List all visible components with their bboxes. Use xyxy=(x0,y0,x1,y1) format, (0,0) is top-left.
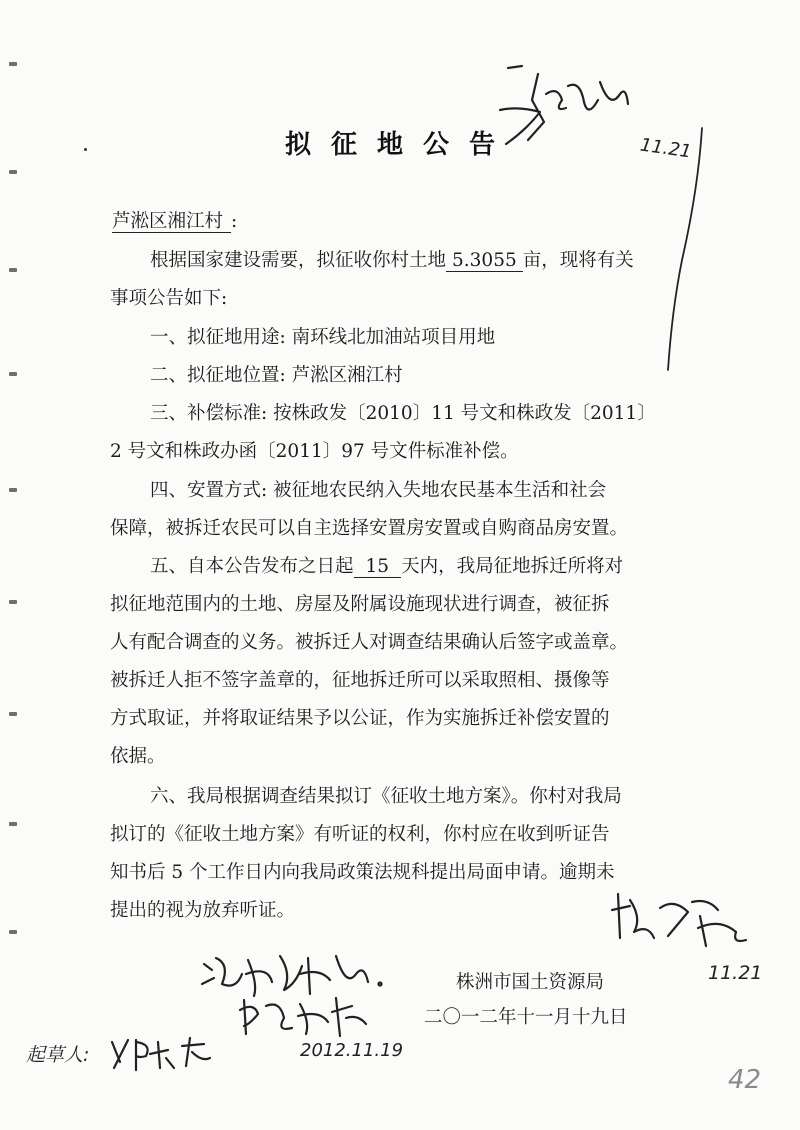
issue-date: 二〇一二年十一月十九日 xyxy=(424,1007,628,1028)
item-2: 二、拟征地位置: 芦淞区湘江村 xyxy=(150,365,403,386)
item-5-line-3: 人有配合调查的义务。被拆迁人对调查结果确认后签字或盖章。 xyxy=(110,632,629,653)
addressee-line xyxy=(112,212,237,232)
binding-mark xyxy=(9,930,17,934)
item-5-line-5: 方式取证，并将取证结果予以公证，作为实施拆迁补偿安置的 xyxy=(110,708,610,729)
item-1: 一、拟征地用途: 南环线北加油站项目用地 xyxy=(150,327,496,348)
handwritten-date-bottom: 2012.11.19 xyxy=(300,1040,404,1061)
binding-mark xyxy=(9,62,17,66)
item-3-line-2: 2 号文和株政办函〔2011〕97 号文件标准补偿。 xyxy=(110,441,519,462)
notice-title: 拟征地公告 xyxy=(284,130,515,160)
stray-mark xyxy=(84,148,87,151)
binding-mark xyxy=(9,600,17,604)
item-5-line-4: 被拆迁人拒不签字盖章的，征地拆迁所可以采取照相、摄像等 xyxy=(110,670,610,691)
item-6-line-2: 拟订的《征收土地方案》有听证的权利，你村应在收到听证告 xyxy=(110,824,610,845)
binding-mark xyxy=(9,372,17,376)
signature-right xyxy=(608,888,758,958)
binding-mark xyxy=(9,822,17,826)
item-5-line-6: 依据。 xyxy=(110,746,166,767)
drafter-signature xyxy=(106,1032,216,1074)
binding-mark xyxy=(9,268,17,272)
intro-line-2: 事项公告如下: xyxy=(110,288,228,309)
pen-stroke xyxy=(640,120,720,380)
issuing-authority: 株洲市国土资源局 xyxy=(456,972,605,993)
land-area: 5.3055 xyxy=(446,250,523,272)
handwritten-date-right: 11.21 xyxy=(708,962,763,984)
binding-mark xyxy=(9,488,17,492)
intro-text-pre: 根据国家建设需要，拟征收你村土地 xyxy=(150,250,447,271)
drafter-label: 起草人: xyxy=(26,1044,90,1066)
item-6-line-3: 知书后 5 个工作日内向我局政策法规科提出局面申请。逾期未 xyxy=(110,862,615,883)
intro-text-post: 亩，现将有关 xyxy=(522,250,634,271)
addressee: 芦淞区湘江村 xyxy=(112,211,231,233)
signature-top xyxy=(488,60,638,160)
item-5-line-2: 拟征地范围内的土地、房屋及附属设施现状进行调查，被征拆 xyxy=(110,594,610,615)
item-6-line-1: 六、我局根据调查结果拟订《征收土地方案》。你村对我局 xyxy=(150,786,622,807)
page-number: 42 xyxy=(728,1065,762,1095)
binding-mark xyxy=(9,170,17,174)
item-5-line-1 xyxy=(150,557,623,577)
item-4-line-1: 四、安置方式: 被征地农民纳入失地农民基本生活和社会 xyxy=(150,480,607,501)
item-3-line-1: 三、补偿标准: 按株政发〔2010〕11 号文和株政发〔2011〕 xyxy=(150,403,656,424)
item-5-text-pre: 五、自本公告发布之日起 xyxy=(150,556,354,577)
signature-name xyxy=(236,990,376,1040)
handwritten-date-top: 11.21 xyxy=(638,134,693,163)
item-5-text-post: 天内，我局征地拆迁所将对 xyxy=(401,556,624,577)
binding-mark xyxy=(9,712,17,716)
intro-line-1 xyxy=(150,251,634,271)
item-6-line-4: 提出的视为放弃听证。 xyxy=(110,900,296,921)
addressee-colon: : xyxy=(231,211,238,232)
survey-days: 15 xyxy=(354,556,402,578)
item-4-line-2: 保障，被拆迁农民可以自主选择安置房安置或自购商品房安置。 xyxy=(110,518,629,539)
